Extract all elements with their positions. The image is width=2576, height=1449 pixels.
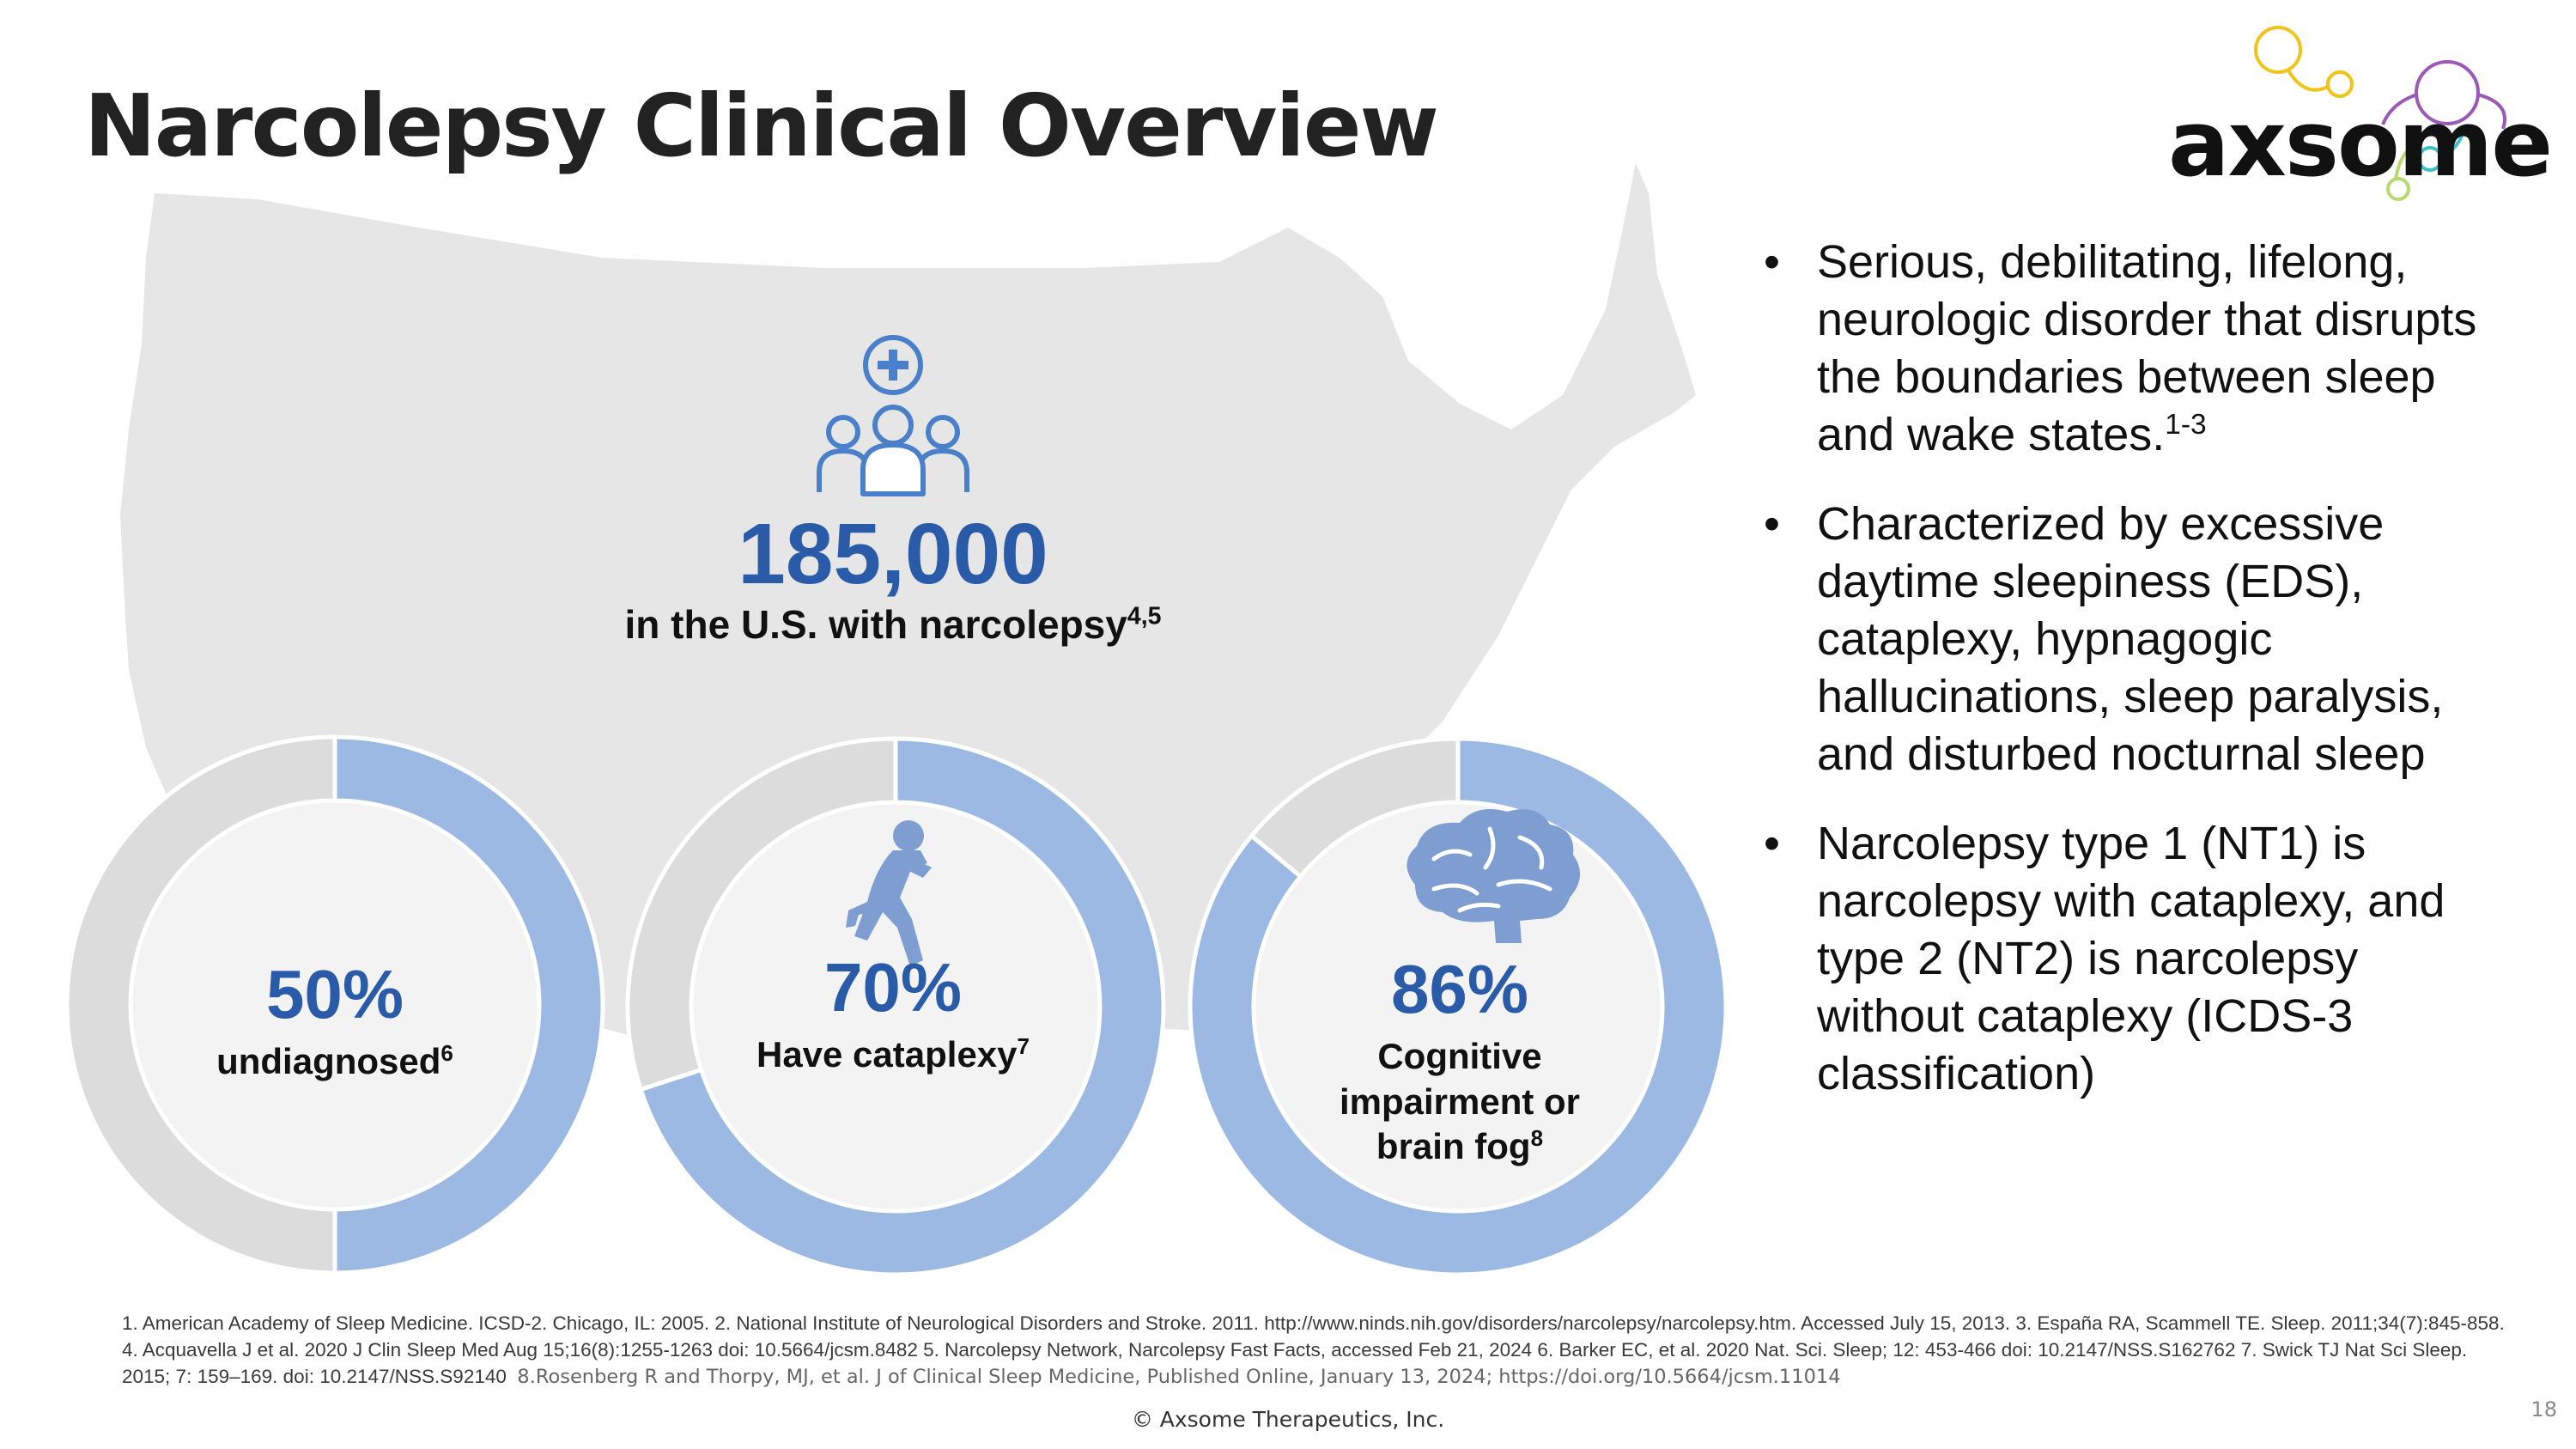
bullet-item: • Narcolepsy type 1 (NT1) is narcolepsy with cataplexy, and type 2 (NT2) is narcolepsy without cataplexy (ICDS-3 classification) (1762, 815, 2518, 1103)
donut-percent: 70% (823, 949, 963, 1026)
donut-caption: Cognitive impairment or brain fog$^8$ (1339, 1036, 1581, 1166)
references-footnote: 1. American Academy of Sleep Medicine. ICSD-2. Chicago, IL: 2005. 2. National Institute of Neurological Disorders and Stroke. 2011. http://www.ninds.nih.gov/disorders/narcolepsy/narcolepsy.htm. Accessed July 15, 2013. 3. España RA, Scammell TE. Sleep. 2011;34(7):845-858. 4. Acquavella J et al. 2020 J Clin Sleep Med Aug 15;16(8):1255-1263 doi: 10.5664/jcsm.8482 5. Narcolepsy Network, Narcolepsy Fast Facts, accessed Feb 21, 2024 6. Barker EC, et al. 2020 Nat. Sci. Sleep; 12: 453-466 doi: 10.2147/NSS.S162762 7. Swick TJ Nat Sci Sleep. 2015; 7: 159–169. doi: 10.2147/NSS.S92140 8.Rosenberg R and Thorpy, MJ, et al. J of Clinical Sleep Medicine, Published Online, January 13, 2024; https://doi.org/10.5664/jcsm.11014 (122, 1312, 2505, 1388)
page-number: 18 (2530, 1397, 2557, 1422)
logo-wordmark: axsome (2168, 91, 2552, 197)
donut-caption: Have cataplexy$^7$ (756, 1033, 1030, 1075)
population-label: in the U.S. with narcolepsy$^{4,5}$ (624, 602, 1162, 647)
donut-cataplexy-text (721, 949, 1065, 1078)
donut-caption: undiagnosed$^6$ (216, 1040, 453, 1081)
donut-percent: 50% (265, 956, 404, 1032)
page-title: Narcolepsy Clinical Overview (84, 76, 1437, 176)
copyright-notice: © Axsome Therapeutics, Inc. (1131, 1407, 1445, 1432)
bullet-item: • Serious, debilitating, lifelong, neurologic disorder that disrupts the boundaries between sleep and wake states.$^{1-3}$ (1762, 234, 2518, 464)
donut-percent: 86% (1390, 951, 1529, 1027)
donut-undiagnosed-text (163, 956, 507, 1085)
population-count: 185,000 (738, 506, 1048, 602)
donut-cognitive-text (1314, 951, 1606, 1170)
overview-bullet-list (1762, 234, 2518, 1135)
bullet-item: • Characterized by excessive daytime sleepiness (EDS), cataplexy, hypnagogic hallucinations, sleep paralysis, and disturbed nocturnal sleep (1762, 496, 2518, 783)
